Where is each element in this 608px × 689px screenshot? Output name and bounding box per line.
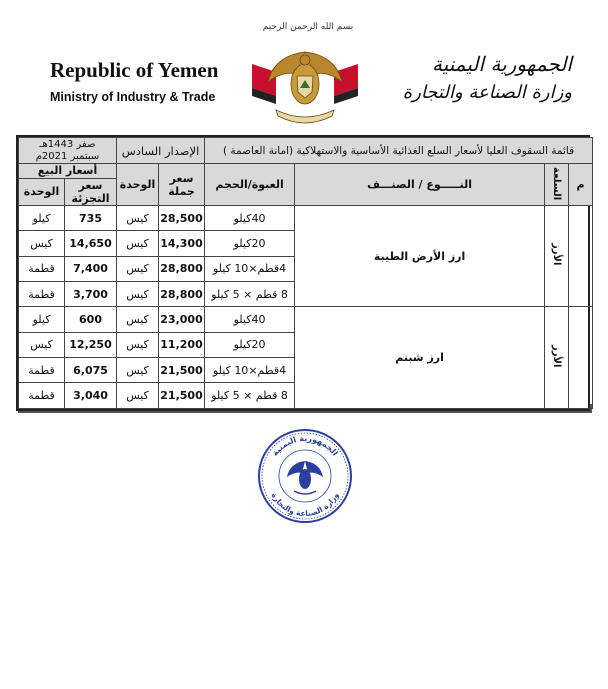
package: 20كيلو (205, 231, 295, 256)
list-title: قائمة السقوف العليا لأسعار السلع الغذائية الأساسية والاستهلاكية (امانة العاصمة ) (205, 138, 593, 164)
svg-text:الجمهورية اليمنية: الجمهورية اليمنية (270, 433, 340, 458)
header-retail-price: سعر التجزئة (65, 178, 117, 205)
arabic-subtitle: وزارة الصناعة والتجارة (402, 82, 572, 103)
header-unit: الوحدة (117, 164, 159, 206)
package: 4قطم×10 كيلو (205, 358, 295, 383)
header-sale-prices: أسعار البيع (19, 164, 117, 178)
wholesale-price: 28,500 (159, 205, 205, 230)
package: 4قطم×10 كيلو (205, 256, 295, 281)
wholesale-price: 14,300 (159, 231, 205, 256)
wholesale-price: 21,500 (159, 358, 205, 383)
product-name: ارز الأرض الطيبة (295, 205, 545, 306)
table-row (19, 205, 593, 230)
basmala: بسم الله الرحمن الرحيم (262, 22, 354, 32)
retail-unit: كيلو (19, 307, 65, 332)
unit: كيس (117, 256, 159, 281)
package: 8 قطم × 5 كيلو (205, 282, 295, 307)
date-hijri: صفر 1443هـ (39, 138, 96, 150)
retail-price: 735 (65, 205, 117, 230)
row-commodity: الأرز (545, 307, 569, 409)
wholesale-price: 23,000 (159, 307, 205, 332)
unit: كيس (117, 282, 159, 307)
product-name: ارز شبنم (295, 307, 545, 409)
unit: كيس (117, 307, 159, 332)
unit: كيس (117, 205, 159, 230)
row-index (569, 205, 593, 306)
header-wholesale-price: سعر جملة (159, 164, 205, 206)
english-subtitle: Ministry of Industry & Trade (50, 90, 216, 104)
retail-price: 14,650 (65, 231, 117, 256)
svg-text:وزارة الصناعة والتجارة: وزارة الصناعة والتجارة (269, 491, 341, 519)
edition: الإصدار السادس (117, 138, 205, 164)
retail-price: 3,040 (65, 383, 117, 409)
retail-unit: كيس (19, 231, 65, 256)
table-row (19, 307, 593, 332)
unit: كيس (117, 332, 159, 357)
wholesale-price: 21,500 (159, 383, 205, 409)
retail-price: 6,075 (65, 358, 117, 383)
retail-unit: قطمة (19, 256, 65, 281)
row-commodity: الأرز (545, 205, 569, 306)
unit: كيس (117, 231, 159, 256)
english-title: Republic of Yemen (50, 58, 219, 82)
arabic-title: الجمهورية اليمنية (431, 52, 572, 76)
retail-unit: كيلو (19, 205, 65, 230)
unit: كيس (117, 358, 159, 383)
retail-unit: قطمة (19, 358, 65, 383)
header-package: العبوة/الحجم (205, 164, 295, 206)
retail-unit: قطمة (19, 282, 65, 307)
package: 8 قطم × 5 كيلو (205, 383, 295, 409)
wholesale-price: 11,200 (159, 332, 205, 357)
retail-unit: قطمة (19, 383, 65, 409)
price-grid (18, 137, 593, 409)
retail-price: 600 (65, 307, 117, 332)
retail-price: 7,400 (65, 256, 117, 281)
unit: كيس (117, 383, 159, 409)
ministry-stamp-icon (256, 427, 354, 525)
issue-date (19, 138, 117, 164)
price-table (16, 135, 590, 411)
wholesale-price: 28,800 (159, 282, 205, 307)
package: 20كيلو (205, 332, 295, 357)
wholesale-price: 28,800 (159, 256, 205, 281)
date-gregorian: سبتمبر 2021م (35, 150, 100, 162)
row-index (569, 307, 593, 409)
header-type: النـــــوع / الصنـــف (295, 164, 545, 206)
retail-price: 3,700 (65, 282, 117, 307)
header-commodity: السلعة (545, 164, 569, 206)
package: 40كيلو (205, 307, 295, 332)
package: 40كيلو (205, 205, 295, 230)
header-retail-unit: الوحدة (19, 178, 65, 205)
retail-unit: كيس (19, 332, 65, 357)
header-index: م (569, 164, 593, 206)
yemen-emblem-icon (246, 44, 364, 126)
retail-price: 12,250 (65, 332, 117, 357)
